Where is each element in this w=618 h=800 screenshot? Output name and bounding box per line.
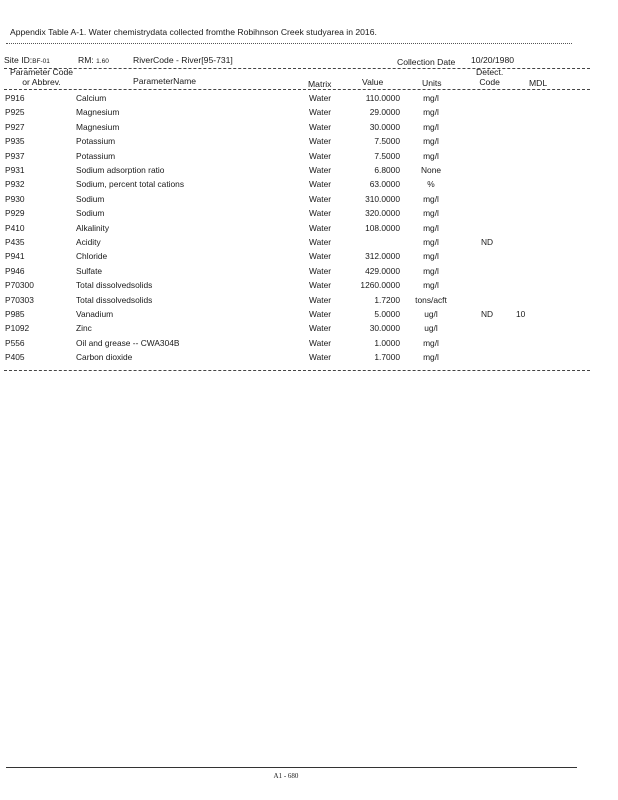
units-cell: mg/l bbox=[423, 222, 439, 233]
table-row bbox=[0, 295, 618, 309]
units-cell: % bbox=[427, 179, 435, 190]
parameter-name-cell: Carbon dioxide bbox=[76, 352, 133, 363]
table-row bbox=[0, 280, 618, 294]
units-cell: mg/l bbox=[423, 265, 439, 276]
matrix-cell: Water bbox=[309, 309, 332, 319]
matrix-cell: Water bbox=[309, 150, 332, 161]
parameter-name-cell: Sodium, percent total cations bbox=[76, 179, 185, 190]
parameter-name-cell: Sodium bbox=[76, 193, 105, 204]
column-header-code bbox=[10, 67, 73, 87]
table-row bbox=[0, 352, 618, 366]
value-cell: 110.0000 bbox=[365, 93, 400, 103]
units-cell: ug/l bbox=[424, 309, 438, 319]
matrix-cell: Water bbox=[309, 294, 332, 305]
value-cell: 1.7000 bbox=[374, 352, 400, 363]
units-cell: mg/l bbox=[423, 352, 439, 363]
table-row bbox=[0, 237, 618, 251]
units-cell: mg/l bbox=[423, 208, 439, 219]
table-row bbox=[0, 122, 618, 136]
parameter-name-cell: Sodium adsorption ratio bbox=[76, 165, 165, 175]
parameter-name-cell: Zinc bbox=[76, 323, 92, 334]
units-cell: mg/l bbox=[423, 280, 439, 291]
column-header-detect bbox=[476, 67, 503, 87]
matrix-cell: Water bbox=[309, 237, 332, 247]
units-cell: mg/l bbox=[423, 337, 439, 348]
parameter-code-cell: P925 bbox=[5, 107, 25, 118]
parameter-code-cell: P985 bbox=[5, 309, 25, 319]
units-cell: tons/acft bbox=[415, 294, 447, 305]
units-cell: mg/l bbox=[423, 136, 439, 147]
parameter-code-cell: P930 bbox=[5, 193, 25, 204]
matrix-cell: Water bbox=[309, 222, 332, 233]
parameter-name-cell: Magnesium bbox=[76, 107, 120, 118]
footer-rule bbox=[6, 767, 577, 768]
parameter-name-cell: Sulfate bbox=[76, 265, 103, 276]
matrix-cell: Water bbox=[309, 208, 332, 219]
site-id-value: BF-01 bbox=[32, 58, 50, 65]
parameter-name-cell: Alkalinity bbox=[76, 222, 110, 233]
value-cell: 312.0000 bbox=[365, 251, 400, 262]
parameter-name-cell: Acidity bbox=[76, 237, 101, 247]
column-header-detect-line2: Code bbox=[479, 77, 500, 87]
units-cell: mg/l bbox=[423, 237, 439, 247]
table-row bbox=[0, 179, 618, 193]
matrix-cell: Water bbox=[309, 265, 332, 276]
header-bottom-rule bbox=[4, 89, 590, 90]
table-row bbox=[0, 338, 618, 352]
parameter-code-cell: P916 bbox=[5, 93, 25, 103]
parameter-code-cell: P937 bbox=[5, 150, 25, 161]
mdl-cell: 10 bbox=[516, 309, 526, 319]
title-divider bbox=[6, 43, 572, 44]
table-row bbox=[0, 165, 618, 179]
units-cell: None bbox=[420, 165, 442, 175]
matrix-cell: Water bbox=[309, 107, 332, 118]
table-row bbox=[0, 107, 618, 121]
matrix-cell: Water bbox=[309, 323, 332, 334]
table-row bbox=[0, 136, 618, 150]
parameter-name-cell: Calcium bbox=[76, 93, 107, 103]
parameter-code-cell: P70303 bbox=[5, 294, 34, 305]
parameter-code-cell: P946 bbox=[5, 265, 25, 276]
parameter-name-cell: Potassium bbox=[76, 136, 116, 147]
parameter-code-cell: P931 bbox=[5, 165, 25, 175]
matrix-cell: Water bbox=[309, 179, 332, 190]
units-cell: mg/l bbox=[423, 251, 439, 262]
river-mile bbox=[78, 55, 109, 65]
table-row bbox=[0, 93, 618, 107]
table-row bbox=[0, 323, 618, 337]
value-cell: 5.0000 bbox=[374, 309, 400, 319]
parameter-code-cell: P941 bbox=[5, 251, 25, 262]
value-cell: 320.0000 bbox=[365, 208, 400, 219]
column-header-code-line2: or Abbrev. bbox=[22, 77, 61, 87]
parameter-code-cell: P410 bbox=[5, 222, 25, 233]
parameter-name-cell: Total dissolvedsolids bbox=[76, 280, 153, 291]
value-cell: 30.0000 bbox=[369, 323, 400, 334]
parameter-name-cell: Vanadium bbox=[76, 309, 114, 319]
matrix-cell: Water bbox=[309, 337, 332, 348]
table-row bbox=[0, 251, 618, 265]
parameter-code-cell: P556 bbox=[5, 337, 25, 348]
value-cell: 1.7200 bbox=[374, 294, 400, 305]
table-bottom-rule bbox=[4, 370, 590, 371]
river-mile-value: 1.60 bbox=[96, 58, 109, 65]
value-cell: 29.0000 bbox=[369, 107, 400, 118]
column-header-code-line1: Parameter Code bbox=[10, 67, 74, 77]
parameter-code-cell: P932 bbox=[5, 179, 25, 190]
value-cell: 6.8000 bbox=[374, 165, 400, 175]
value-cell: 7.5000 bbox=[374, 136, 400, 147]
table-row bbox=[0, 309, 618, 323]
parameter-code-cell: P927 bbox=[5, 121, 25, 132]
units-cell: mg/l bbox=[423, 150, 439, 161]
table-row bbox=[0, 151, 618, 165]
value-cell: 108.0000 bbox=[365, 222, 400, 233]
column-header-value: Value bbox=[362, 77, 384, 87]
detect-code-cell: ND bbox=[480, 309, 494, 319]
table-row bbox=[0, 223, 618, 237]
matrix-cell: Water bbox=[309, 193, 332, 204]
site-info bbox=[4, 55, 50, 65]
parameter-name-cell: Potassium bbox=[76, 150, 116, 161]
table-row bbox=[0, 266, 618, 280]
units-cell: mg/l bbox=[423, 93, 439, 103]
column-header-detect-line1: Detect. bbox=[476, 67, 504, 77]
units-cell: mg/l bbox=[423, 193, 439, 204]
matrix-cell: Water bbox=[309, 136, 332, 147]
value-cell: 310.0000 bbox=[365, 193, 400, 204]
matrix-cell: Water bbox=[309, 251, 332, 262]
parameter-name-cell: Total dissolvedsolids bbox=[76, 294, 153, 305]
column-header-name: ParameterName bbox=[133, 76, 197, 86]
collection-date-label: Collection Date bbox=[397, 57, 456, 67]
units-cell: ug/l bbox=[424, 323, 438, 334]
parameter-name-cell: Oil and grease -- CWA304B bbox=[76, 337, 180, 348]
matrix-cell: Water bbox=[309, 93, 332, 103]
matrix-cell: Water bbox=[309, 352, 332, 363]
units-cell: mg/l bbox=[423, 121, 439, 132]
value-cell: 30.0000 bbox=[369, 121, 400, 132]
site-id-label: Site ID: bbox=[4, 55, 33, 65]
detect-code-cell: ND bbox=[480, 237, 494, 247]
value-cell: 63.0000 bbox=[369, 179, 400, 190]
parameter-code-cell: P435 bbox=[5, 237, 25, 247]
parameter-name-cell: Chloride bbox=[76, 251, 108, 262]
parameter-code-cell: P405 bbox=[5, 352, 25, 363]
column-header-mdl: MDL bbox=[529, 78, 548, 88]
collection-date: 10/20/1980 bbox=[471, 55, 515, 65]
page-number: A1 - 680 bbox=[273, 772, 299, 780]
value-cell: 1260.0000 bbox=[360, 280, 400, 291]
value-cell: 1.0000 bbox=[374, 337, 400, 348]
matrix-cell: Water bbox=[309, 280, 332, 291]
parameter-code-cell: P70300 bbox=[5, 280, 34, 291]
value-cell: 7.5000 bbox=[374, 150, 400, 161]
parameter-code-cell: P935 bbox=[5, 136, 25, 147]
parameter-code-cell: P929 bbox=[5, 208, 25, 219]
parameter-code-cell: P1092 bbox=[5, 323, 30, 334]
units-cell: mg/l bbox=[423, 107, 439, 118]
matrix-cell: Water bbox=[309, 165, 332, 175]
table-row bbox=[0, 194, 618, 208]
river-code: RiverCode - River[95-731] bbox=[133, 55, 233, 65]
matrix-cell: Water bbox=[309, 121, 332, 132]
column-header-matrix: Matrix bbox=[308, 79, 332, 89]
table-row bbox=[0, 208, 618, 222]
river-mile-label: RM: bbox=[78, 55, 94, 65]
parameter-name-cell: Sodium bbox=[76, 208, 105, 219]
parameter-name-cell: Magnesium bbox=[76, 121, 120, 132]
page-title: Appendix Table A-1. Water chemistrydata collected fromthe Robihnson Creek studyarea in 2016. bbox=[10, 27, 377, 37]
value-cell: 429.0000 bbox=[365, 265, 400, 276]
column-header-units: Units bbox=[422, 78, 442, 88]
